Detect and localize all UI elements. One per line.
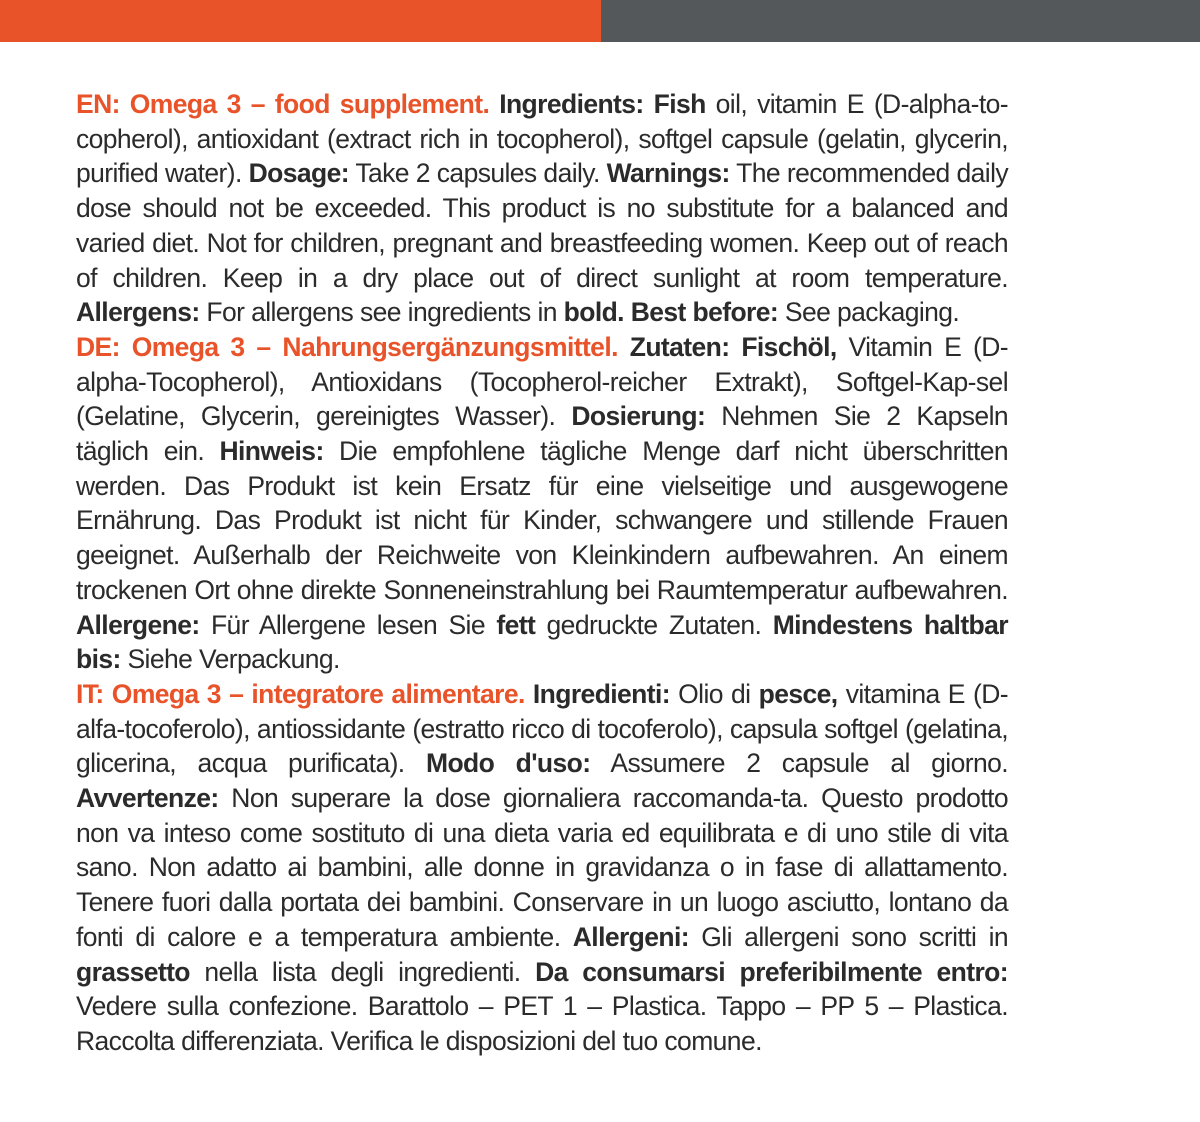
dosage-text-it: Assumere 2 capsule al giorno. [590,748,1008,779]
allergen-fish-de: Fischöl, [741,331,837,362]
title-en: EN: Omega 3 – food supplement. [76,89,490,119]
ingredients-text-de: Vitamin E (D-alpha-Tocopherol), Antioxidans (Tocopherol-reicher Extrakt), Softgel-Kap-sel (Gelatine, Glycerin, gereinigtes Wasser). [76,331,1009,432]
allergens-text-en: For allergens see ingredients in [199,297,564,328]
top-bar-gray [601,0,1200,42]
warnings-text-en: The recommended daily dose should not be exceeded. This product is no substitute for a balanced and varied diet. Not for children, pregnant and breastfeeding women. Keep out of reach of children. Keep in a dry place out of direct sunlight at room temperature. [76,158,1009,293]
best-before-label-de: Mindestens haltbar bis: [76,609,1008,675]
allergens-label-en: Allergens: [76,297,200,328]
label-text-block [76,87,1008,1059]
warnings-text-it: Non superare la dose giornaliera raccomanda-ta. Questo prodotto non va inteso come sostituto di una dieta varia ed equilibrata e di uno stile di vita sano. Non adatto ai bambini, alle donne in gravidanza o in fase di allattamento. Tenere fuori dalla portata dei bambini. Conservare in un luogo asciutto, lontano da fonti di calore e a temperatura ambiente. [76,783,1008,952]
allergens-label-it: Allergeni: [572,921,689,952]
allergens-text-2-de: gedruckte Zutaten. [535,609,773,640]
paragraph-de [76,330,1008,677]
ingredients-label-it: Ingredienti: [532,678,670,709]
ingredients-text-en: oil, vitamin E (D-alpha-to-copherol), antioxidant (extract rich in tocopherol), softgel capsule (gelatin, glycerin, purified water). [76,89,1008,189]
top-color-bar [0,0,1200,42]
bold-word-it: grassetto [76,956,190,987]
ingredients-pre-it: Olio di [669,678,759,709]
dosage-text-en: Take 2 capsules daily. [348,158,607,189]
best-before-label-en: Best before: [623,297,779,328]
warnings-text-de: Die empfohlene tägliche Menge darf nicht überschritten werden. Das Produkt ist kein Ersatz für eine vielseitige und ausgewogene Ernährung. Das Produkt ist nicht für Kinder, schwangere und stillende Frauen geeignet. Außerhalb der Reichweite von Kleinkindern aufbewahren. An einem trockenen Ort ohne direkte Sonneneinstrahlung bei Raumtemperatur aufbewahren. [76,436,1008,605]
dosage-label-de: Dosierung: [571,401,706,432]
warnings-label-en: Warnings: [606,158,730,189]
allergens-text-2-it: nella lista degli ingredienti. [189,956,536,987]
ingredients-label-de: Zutaten: [629,331,730,362]
paragraph-it [76,677,1008,1059]
title-it: IT: Omega 3 – integratore alimentare. [76,678,525,709]
best-before-text-it: Vedere sulla confezione. Barattolo – PET 1 – Plastica. Tappo – PP 5 – Plastica. Raccolta differenziata. Verifica le disposizioni del tuo comune. [76,991,1008,1056]
dosage-label-it: Modo d'uso: [425,748,591,779]
dosage-label-en: Dosage: [248,158,349,189]
allergens-label-de: Allergene: [76,609,200,640]
paragraph-en [76,87,1008,330]
top-bar-orange [0,0,601,42]
best-before-label-it: Da consumarsi preferibilmente entro: [535,956,1008,987]
allergens-text-it: Gli allergeni sono scritti in [688,921,1008,952]
best-before-text-en: See packaging. [778,297,960,328]
title-de: DE: Omega 3 – Nahrungsergänzungsmittel. [76,331,618,362]
best-before-text-de: Siehe Verpackung. [120,644,340,675]
bold-word-de: fett [496,609,536,640]
bold-word-en: bold. [563,297,624,328]
dosage-text-de: Nehmen Sie 2 Kapseln täglich ein. [76,401,1008,467]
ingredients-label-en: Ingredients: [499,89,644,119]
allergen-fish-en: Fish [653,89,706,119]
warnings-label-de: Hinweis: [219,436,324,467]
ingredients-text-it: vitamina E (D-alfa-tocoferolo), antiossidante (estratto ricco di tocoferolo), capsula softgel (gelatina, glicerina, acqua purificata). [76,678,1008,779]
allergens-text-de: Für Allergene lesen Sie [199,609,497,640]
warnings-label-it: Avvertenze: [76,783,219,814]
allergen-fish-it: pesce, [758,678,838,709]
